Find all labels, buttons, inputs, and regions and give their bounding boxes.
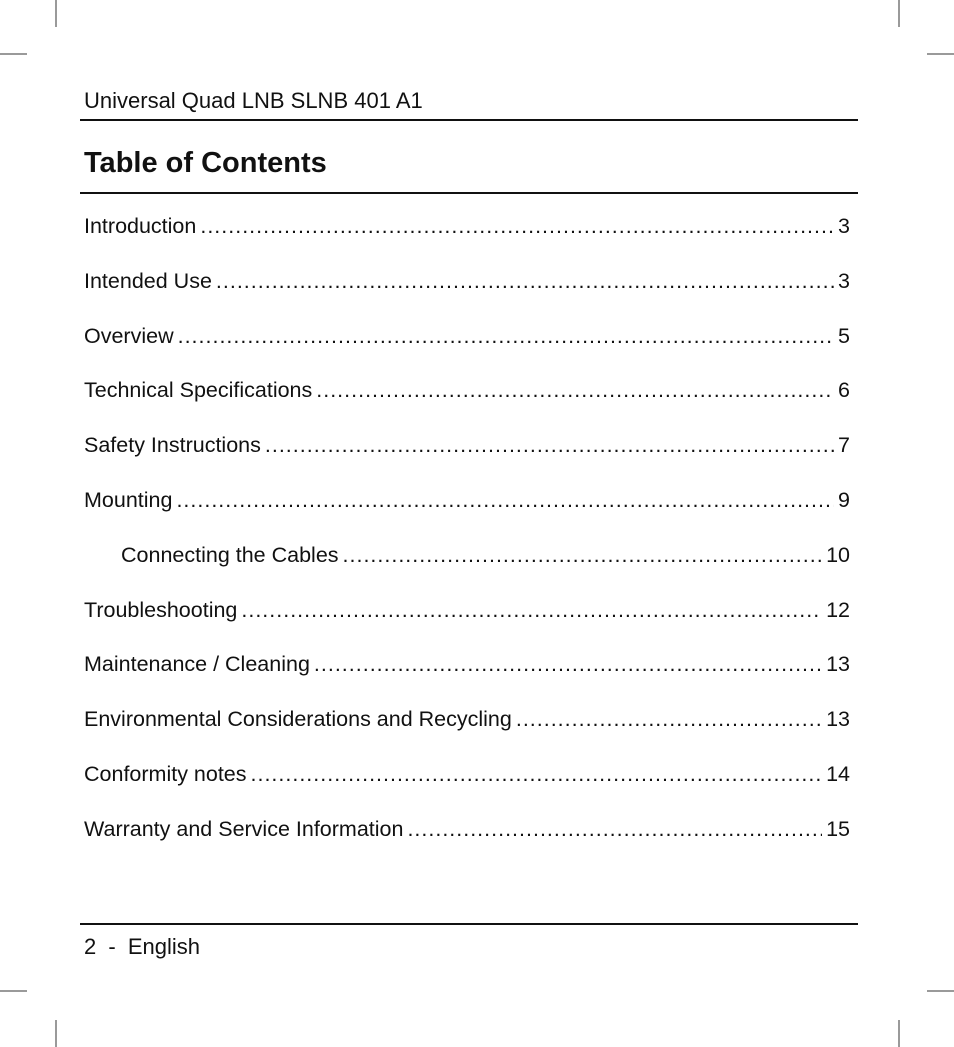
toc-entry-page: 15 xyxy=(826,816,850,841)
toc-entry[interactable] xyxy=(84,707,850,762)
toc-entry[interactable] xyxy=(84,598,850,653)
toc-entry-title: Warranty and Service Information xyxy=(84,816,404,841)
toc-entry-page: 3 xyxy=(838,214,850,238)
toc-entry-page: 9 xyxy=(838,487,850,512)
toc-dot-leader xyxy=(176,488,834,513)
toc-entry-page: 13 xyxy=(826,652,850,677)
toc-entry-page: 13 xyxy=(826,707,850,732)
toc-entry[interactable] xyxy=(84,324,850,379)
toc-dot-leader xyxy=(343,543,823,568)
footer-rule xyxy=(80,923,858,925)
toc-entry-title: Troubleshooting xyxy=(84,597,238,622)
footer-separator: - xyxy=(108,934,116,959)
toc-entry-page: 12 xyxy=(826,597,850,622)
toc-entry[interactable] xyxy=(84,543,850,598)
toc-entry-page: 6 xyxy=(838,378,850,403)
toc-entry-title: Introduction xyxy=(84,214,197,238)
toc-entry-title: Overview xyxy=(84,323,174,348)
crop-mark xyxy=(927,990,954,992)
crop-mark xyxy=(55,0,57,27)
toc-dot-leader xyxy=(516,707,822,732)
toc-dot-leader xyxy=(200,214,834,239)
toc-entry[interactable] xyxy=(84,433,850,488)
footer-language: English xyxy=(127,934,200,959)
crop-mark xyxy=(898,0,900,27)
header-rule xyxy=(80,119,858,121)
running-header: Universal Quad LNB SLNB 401 A1 xyxy=(84,88,423,113)
crop-mark xyxy=(927,53,954,55)
toc-entry[interactable] xyxy=(84,488,850,543)
toc-entry-title: Intended Use xyxy=(84,268,212,293)
toc-entry-title: Maintenance / Cleaning xyxy=(84,652,310,677)
toc-entry[interactable] xyxy=(84,269,850,324)
toc-entry-page: 5 xyxy=(838,323,850,348)
toc-dot-leader xyxy=(265,433,834,458)
toc-dot-leader xyxy=(316,378,834,403)
toc-dot-leader xyxy=(178,324,834,349)
toc-entry-title: Conformity notes xyxy=(84,761,247,786)
heading-rule xyxy=(80,192,858,194)
crop-mark xyxy=(0,990,27,992)
toc-entry[interactable] xyxy=(84,652,850,707)
page-footer xyxy=(84,932,200,962)
toc-entry-title: Technical Specifications xyxy=(84,378,313,403)
toc-entry-title: Mounting xyxy=(84,487,173,512)
toc-entry-page: 7 xyxy=(838,433,850,458)
toc-entry[interactable] xyxy=(84,817,850,872)
crop-mark xyxy=(0,53,27,55)
toc-entry[interactable] xyxy=(84,762,850,817)
table-of-contents xyxy=(84,214,850,872)
toc-dot-leader xyxy=(241,598,822,623)
toc-entry-title: Safety Instructions xyxy=(84,433,261,458)
crop-mark xyxy=(898,1020,900,1047)
toc-entry[interactable] xyxy=(84,378,850,433)
crop-mark xyxy=(55,1020,57,1047)
toc-entry[interactable] xyxy=(84,214,850,269)
toc-heading: Table of Contents xyxy=(84,147,327,179)
toc-entry-title: Connecting the Cables xyxy=(121,542,339,567)
toc-entry-page: 14 xyxy=(826,761,850,786)
toc-entry-page: 10 xyxy=(826,542,850,567)
toc-entry-page: 3 xyxy=(838,268,850,293)
page-number: 2 xyxy=(84,934,97,959)
toc-dot-leader xyxy=(314,652,822,677)
toc-dot-leader xyxy=(407,817,822,842)
toc-entry-title: Environmental Considerations and Recycling xyxy=(84,707,512,732)
toc-dot-leader xyxy=(216,269,834,294)
toc-dot-leader xyxy=(251,762,823,787)
